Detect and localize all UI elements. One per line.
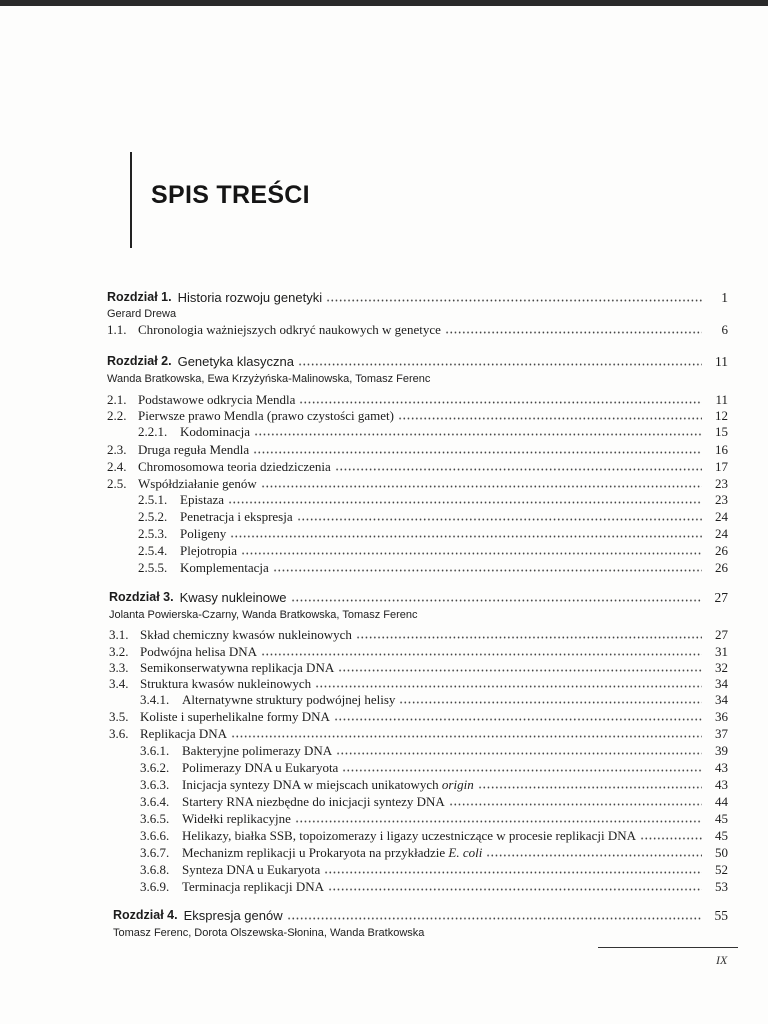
page-number-ref: 36 (715, 709, 728, 724)
page-number-ref: 23 (715, 476, 728, 491)
entry-number: 3.5. (109, 709, 129, 724)
toc-entry (138, 558, 728, 575)
entry-number: 2.5.1. (138, 492, 168, 507)
entry-number: 2.5.4. (138, 543, 168, 558)
chapter-title: Genetyka klasyczna (177, 354, 294, 369)
page-number-ref: 53 (715, 879, 728, 894)
toc-entry (107, 406, 728, 423)
page-number-ref: 11 (715, 354, 728, 369)
toc-entry (138, 507, 728, 524)
toc-entry (138, 541, 728, 558)
chapter-title: Ekspresja genów (183, 908, 283, 923)
entry-number: 2.5.5. (138, 560, 168, 575)
entry-number: 3.6. (109, 726, 129, 741)
toc-entry (107, 474, 728, 491)
dot-leader (486, 854, 702, 857)
dot-leader (273, 569, 702, 572)
entry-number: 3.6.4. (140, 794, 170, 809)
chapter-label: Rozdział 4. (113, 908, 178, 922)
entry-title: Skład chemiczny kwasów nukleinowych (140, 627, 352, 642)
entry-title: Replikacja DNA (140, 726, 228, 741)
page-number-ref: 50 (715, 845, 728, 860)
dot-leader (298, 363, 702, 366)
entry-title: Alternatywne struktury podwójnej helisy (182, 692, 396, 707)
page-number-ref: 52 (715, 862, 728, 877)
entry-title: Synteza DNA u Eukaryota (182, 862, 321, 877)
dot-leader (335, 468, 702, 471)
toc-entry (107, 457, 728, 474)
entry-title: Penetracja i ekspresja (180, 509, 293, 524)
dot-leader (324, 871, 702, 874)
entry-title-italic: origin (441, 777, 474, 792)
dot-leader (445, 331, 702, 334)
page-number-ref: 32 (715, 660, 728, 675)
toc-entry (107, 390, 728, 407)
entry-title: Helikazy, białka SSB, topoizomerazy i ligazy uczestniczące w procesie replikacji DNA (182, 828, 636, 843)
chapter-label: Rozdział 3. (109, 590, 174, 604)
footer-rule (598, 947, 738, 948)
entry-number: 2.2. (107, 408, 127, 423)
toc-entry (140, 690, 728, 707)
page-number-ref: 55 (714, 908, 728, 923)
page-number-ref: 16 (715, 442, 728, 457)
entry-title: Mechanizm replikacji u Prokaryota na przykładzie (182, 845, 446, 860)
entry-number: 3.2. (109, 644, 129, 659)
dot-leader (640, 837, 702, 840)
page-number-ref: 17 (715, 459, 728, 474)
toc-entry (140, 826, 728, 843)
toc-entry (109, 658, 728, 675)
toc-entry (109, 674, 728, 691)
entry-number: 3.4.1. (140, 692, 170, 707)
entry-number: 3.3. (109, 660, 129, 675)
page-number-ref: 27 (714, 590, 728, 605)
page-number-ref: 45 (715, 828, 728, 843)
dot-leader (297, 518, 702, 521)
entry-title: Startery RNA niezbędne do inicjacji syntezy DNA (182, 794, 445, 809)
dot-leader (478, 786, 702, 789)
entry-title: Bakteryjne polimerazy DNA (182, 743, 333, 758)
dot-leader (449, 803, 702, 806)
entry-number: 2.2.1. (138, 424, 168, 439)
page-number-ref: 23 (715, 492, 728, 507)
toc-entry (138, 524, 728, 541)
entry-title: Polimerazy DNA u Eukaryota (182, 760, 339, 775)
page-number-ref: 6 (721, 322, 728, 337)
entry-number: 3.6.7. (140, 845, 170, 860)
entry-number: 2.5. (107, 476, 127, 491)
page-number-ref: 26 (715, 543, 728, 558)
page-number-ref: 27 (715, 627, 728, 642)
toc-entry (140, 792, 728, 809)
entry-number: 2.5.2. (138, 509, 168, 524)
page-number-ref: 34 (715, 676, 728, 691)
dot-leader (326, 299, 702, 302)
entry-title: Komplementacja (180, 560, 269, 575)
entry-title: Koliste i superhelikalne formy DNA (140, 709, 330, 724)
entry-number: 3.6.1. (140, 743, 170, 758)
toc-entry (140, 843, 728, 860)
toc-entry (138, 422, 728, 439)
page-number-ref: 37 (715, 726, 728, 741)
entry-title: Pierwsze prawo Mendla (prawo czystości gamet) (138, 408, 394, 423)
entry-number: 3.6.5. (140, 811, 170, 826)
entry-title: Poligeny (180, 526, 227, 541)
page-number-ref: 26 (715, 560, 728, 575)
chapter-title: Historia rozwoju genetyki (177, 290, 323, 305)
page-number-ref: 24 (715, 526, 728, 541)
entry-title: Terminacja replikacji DNA (182, 879, 325, 894)
page-number-ref: 1 (721, 290, 728, 305)
entry-number: 2.5.3. (138, 526, 168, 541)
page-number-ref: 12 (715, 408, 728, 423)
page-number-ref: 44 (715, 794, 728, 809)
entry-number: 3.6.8. (140, 862, 170, 877)
page-title: SPIS TREŚCI (151, 181, 310, 209)
chapter-authors: Jolanta Powierska-Czarny, Wanda Bratkowska, Tomasz Ferenc (109, 609, 418, 621)
dot-leader (295, 820, 702, 823)
entry-title: Podstawowe odkrycia Mendla (138, 392, 296, 407)
dot-leader (261, 653, 702, 656)
toc-entry (109, 625, 728, 642)
dot-leader (398, 417, 702, 420)
chapter-label: Rozdział 2. (107, 354, 172, 368)
toc-entry (109, 642, 728, 659)
dot-leader (241, 552, 702, 555)
entry-title: Widełki replikacyjne (182, 811, 291, 826)
dot-leader (299, 401, 702, 404)
dot-leader (230, 535, 702, 538)
entry-number: 3.6.6. (140, 828, 170, 843)
dot-leader (254, 433, 702, 436)
chapter-authors: Wanda Bratkowska, Ewa Krzyżyńska-Malinowska, Tomasz Ferenc (107, 373, 431, 385)
page-number-ref: 34 (715, 692, 728, 707)
entry-number: 3.6.9. (140, 879, 170, 894)
page-number-ref: 43 (715, 777, 728, 792)
toc-entry (109, 724, 728, 741)
page-number-ref: 24 (715, 509, 728, 524)
dot-leader (342, 769, 702, 772)
entry-title: Podwójna helisa DNA (140, 644, 257, 659)
chapter-authors: Gerard Drewa (107, 308, 177, 320)
dot-leader (261, 485, 702, 488)
dot-leader (231, 735, 702, 738)
dot-leader (228, 501, 702, 504)
chapter-heading (107, 288, 728, 305)
entry-number: 1.1. (107, 322, 127, 337)
entry-number: 3.6.2. (140, 760, 170, 775)
toc-entry (140, 775, 728, 792)
chapter-label: Rozdział 1. (107, 290, 172, 304)
toc-entry (140, 758, 728, 775)
dot-leader (291, 599, 702, 602)
entry-title: Chromosomowa teoria dziedziczenia (138, 459, 331, 474)
toc-entry (138, 490, 728, 507)
dot-leader (315, 685, 702, 688)
dot-leader (253, 451, 702, 454)
page-number-ref: 43 (715, 760, 728, 775)
chapter-title: Kwasy nukleinowe (179, 590, 287, 605)
toc-entry (140, 860, 728, 877)
page-number-ref: 45 (715, 811, 728, 826)
page-number-ref: 15 (715, 424, 728, 439)
entry-title-italic: E. coli (448, 845, 483, 860)
toc-entry (107, 320, 728, 337)
dot-leader (399, 701, 702, 704)
chapter-heading (109, 588, 728, 605)
dot-leader (356, 636, 702, 639)
page-number: IX (716, 953, 728, 967)
dot-leader (338, 669, 702, 672)
entry-number: 2.1. (107, 392, 127, 407)
entry-number: 2.3. (107, 442, 127, 457)
entry-title: Semikonserwatywna replikacja DNA (140, 660, 335, 675)
dot-leader (334, 718, 702, 721)
entry-title: Druga reguła Mendla (138, 442, 250, 457)
entry-number: 3.4. (109, 676, 129, 691)
entry-title: Współdziałanie genów (138, 476, 257, 491)
entry-title: Chronologia ważniejszych odkryć naukowych w genetyce (138, 322, 441, 337)
entry-title: Epistaza (180, 492, 225, 507)
dot-leader (287, 917, 702, 920)
entry-title: Kodominacja (180, 424, 251, 439)
dot-leader (328, 888, 702, 891)
entry-title: Plejotropia (180, 543, 238, 558)
chapter-heading (113, 906, 728, 923)
entry-title: Inicjacja syntezy DNA w miejscach unikatowych (182, 777, 439, 792)
entry-title: Struktura kwasów nukleinowych (140, 676, 312, 691)
chapter-authors: Tomasz Ferenc, Dorota Olszewska-Słonina, Wanda Bratkowska (113, 927, 425, 939)
toc-entry (140, 741, 728, 758)
chapter-heading (107, 352, 728, 369)
page-number-ref: 11 (715, 392, 728, 407)
entry-number: 3.1. (109, 627, 129, 642)
page-number-ref: 31 (715, 644, 728, 659)
toc-entry (140, 809, 728, 826)
toc-entry (107, 440, 728, 457)
page-number-ref: 39 (715, 743, 728, 758)
toc-entry (109, 707, 728, 724)
dot-leader (336, 752, 702, 755)
toc-entry (140, 877, 728, 894)
entry-number: 3.6.3. (140, 777, 170, 792)
entry-number: 2.4. (107, 459, 127, 474)
